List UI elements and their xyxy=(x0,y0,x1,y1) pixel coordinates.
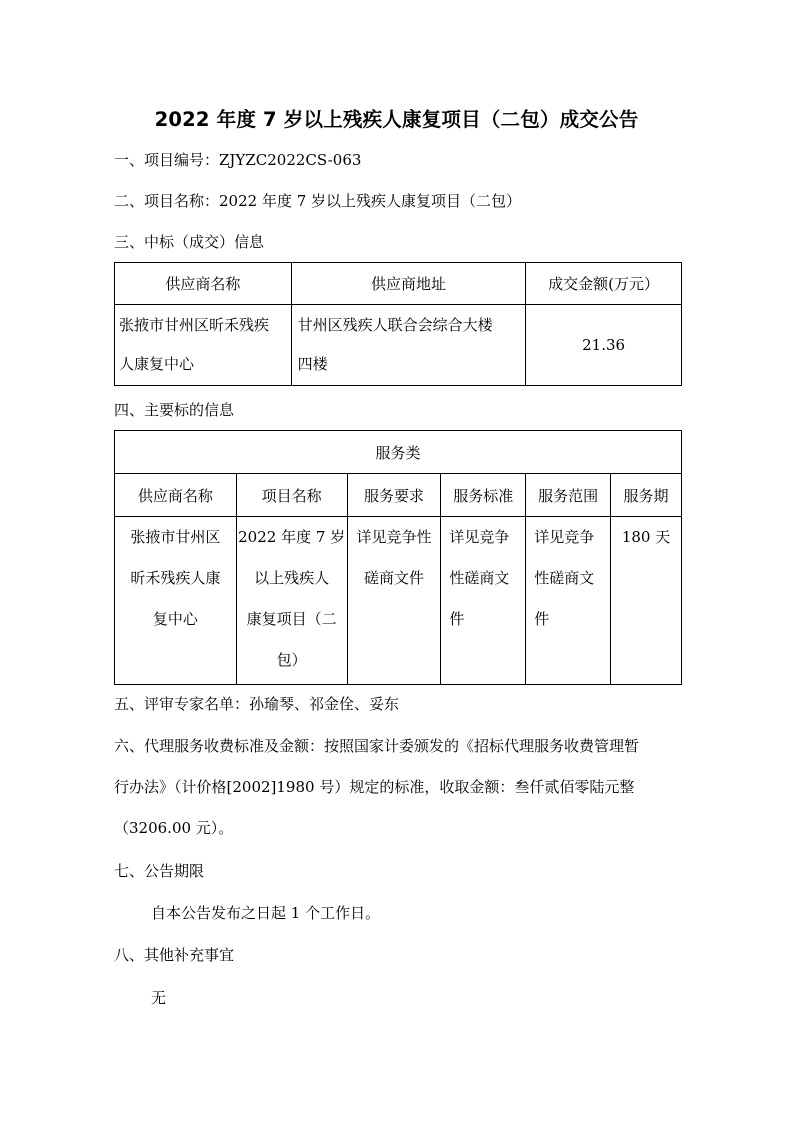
cell-line: 件 xyxy=(534,610,550,628)
col-requirement-header: 服务要求 xyxy=(347,474,441,517)
supplier-name-line: 人康复中心 xyxy=(119,355,195,373)
col-supplier-header: 供应商名称 xyxy=(115,474,237,517)
supplier-name-line: 张掖市甘州区昕禾残疾 xyxy=(119,316,270,334)
main-subject-heading: 四、主要标的信息 xyxy=(114,401,235,419)
supplier-cell xyxy=(115,517,237,685)
supplier-address-line: 四楼 xyxy=(297,355,328,373)
scope-cell xyxy=(526,517,611,685)
cell-line: 详见竞争 xyxy=(449,528,510,546)
cell-line: 性磋商文 xyxy=(449,569,510,587)
supplier-name-cell xyxy=(115,305,292,386)
agency-fee-line: 六、代理服务收费标准及金额：按照国家计委颁发的《招标代理服务收费管理暂 xyxy=(114,737,640,755)
amount-header: 成交金额(万元） xyxy=(526,263,682,305)
award-info-heading: 三、中标（成交）信息 xyxy=(114,233,265,251)
requirement-cell xyxy=(347,517,441,685)
cell-line: 件 xyxy=(449,610,465,628)
cell-line: 详见竞争性 xyxy=(356,528,432,546)
col-project-header: 项目名称 xyxy=(236,474,347,517)
col-standard-header: 服务标准 xyxy=(441,474,526,517)
cell-line: 详见竞争 xyxy=(534,528,595,546)
other-matters-text: 无 xyxy=(151,989,167,1007)
amount-cell: 21.36 xyxy=(526,305,682,386)
cell-line: 180 天 xyxy=(621,528,671,546)
notice-period-heading: 七、公告期限 xyxy=(114,862,205,880)
cell-line: 包） xyxy=(276,651,307,669)
agency-fee-line: （3206.00 元）。 xyxy=(114,819,234,837)
standard-cell xyxy=(441,517,526,685)
cell-line: 复中心 xyxy=(152,610,198,628)
cell-line: 张掖市甘州区 xyxy=(130,528,221,546)
notice-period-text: 自本公告发布之日起 1 个工作日。 xyxy=(151,904,381,922)
cell-line: 2022 年度 7 岁 xyxy=(238,528,346,546)
page-title: 2022 年度 7 岁以上残疾人康复项目（二包）成交公告 xyxy=(154,108,639,131)
other-matters-heading: 八、其他补充事宜 xyxy=(114,946,235,964)
cell-line: 磋商文件 xyxy=(363,569,424,587)
supplier-address-line: 甘州区残疾人联合会综合大楼 xyxy=(297,316,493,334)
project-name: 二、项目名称：2022 年度 7 岁以上残疾人康复项目（二包） xyxy=(114,192,522,210)
project-number: 一、项目编号：ZJYZC2022CS-063 xyxy=(114,151,362,169)
period-cell xyxy=(611,517,682,685)
supplier-address-cell xyxy=(291,305,526,386)
col-scope-header: 服务范围 xyxy=(526,474,611,517)
cell-line: 性磋商文 xyxy=(534,569,595,587)
category-cell: 服务类 xyxy=(115,431,682,474)
col-period-header: 服务期 xyxy=(611,474,682,517)
main-subject-table xyxy=(114,430,682,685)
expert-list: 五、评审专家名单：孙瑜琴、祁金佺、妥东 xyxy=(114,695,400,713)
cell-line: 昕禾残疾人康 xyxy=(130,569,221,587)
supplier-name-header: 供应商名称 xyxy=(115,263,292,305)
award-info-table xyxy=(114,262,682,386)
cell-line: 康复项目（二 xyxy=(246,610,337,628)
cell-line: 以上残疾人 xyxy=(254,569,330,587)
agency-fee-line: 行办法》（计价格[2002]1980 号）规定的标准，收取金额：叁仟贰佰零陆元整 xyxy=(114,778,635,796)
project-cell xyxy=(236,517,347,685)
supplier-address-header: 供应商地址 xyxy=(291,263,526,305)
